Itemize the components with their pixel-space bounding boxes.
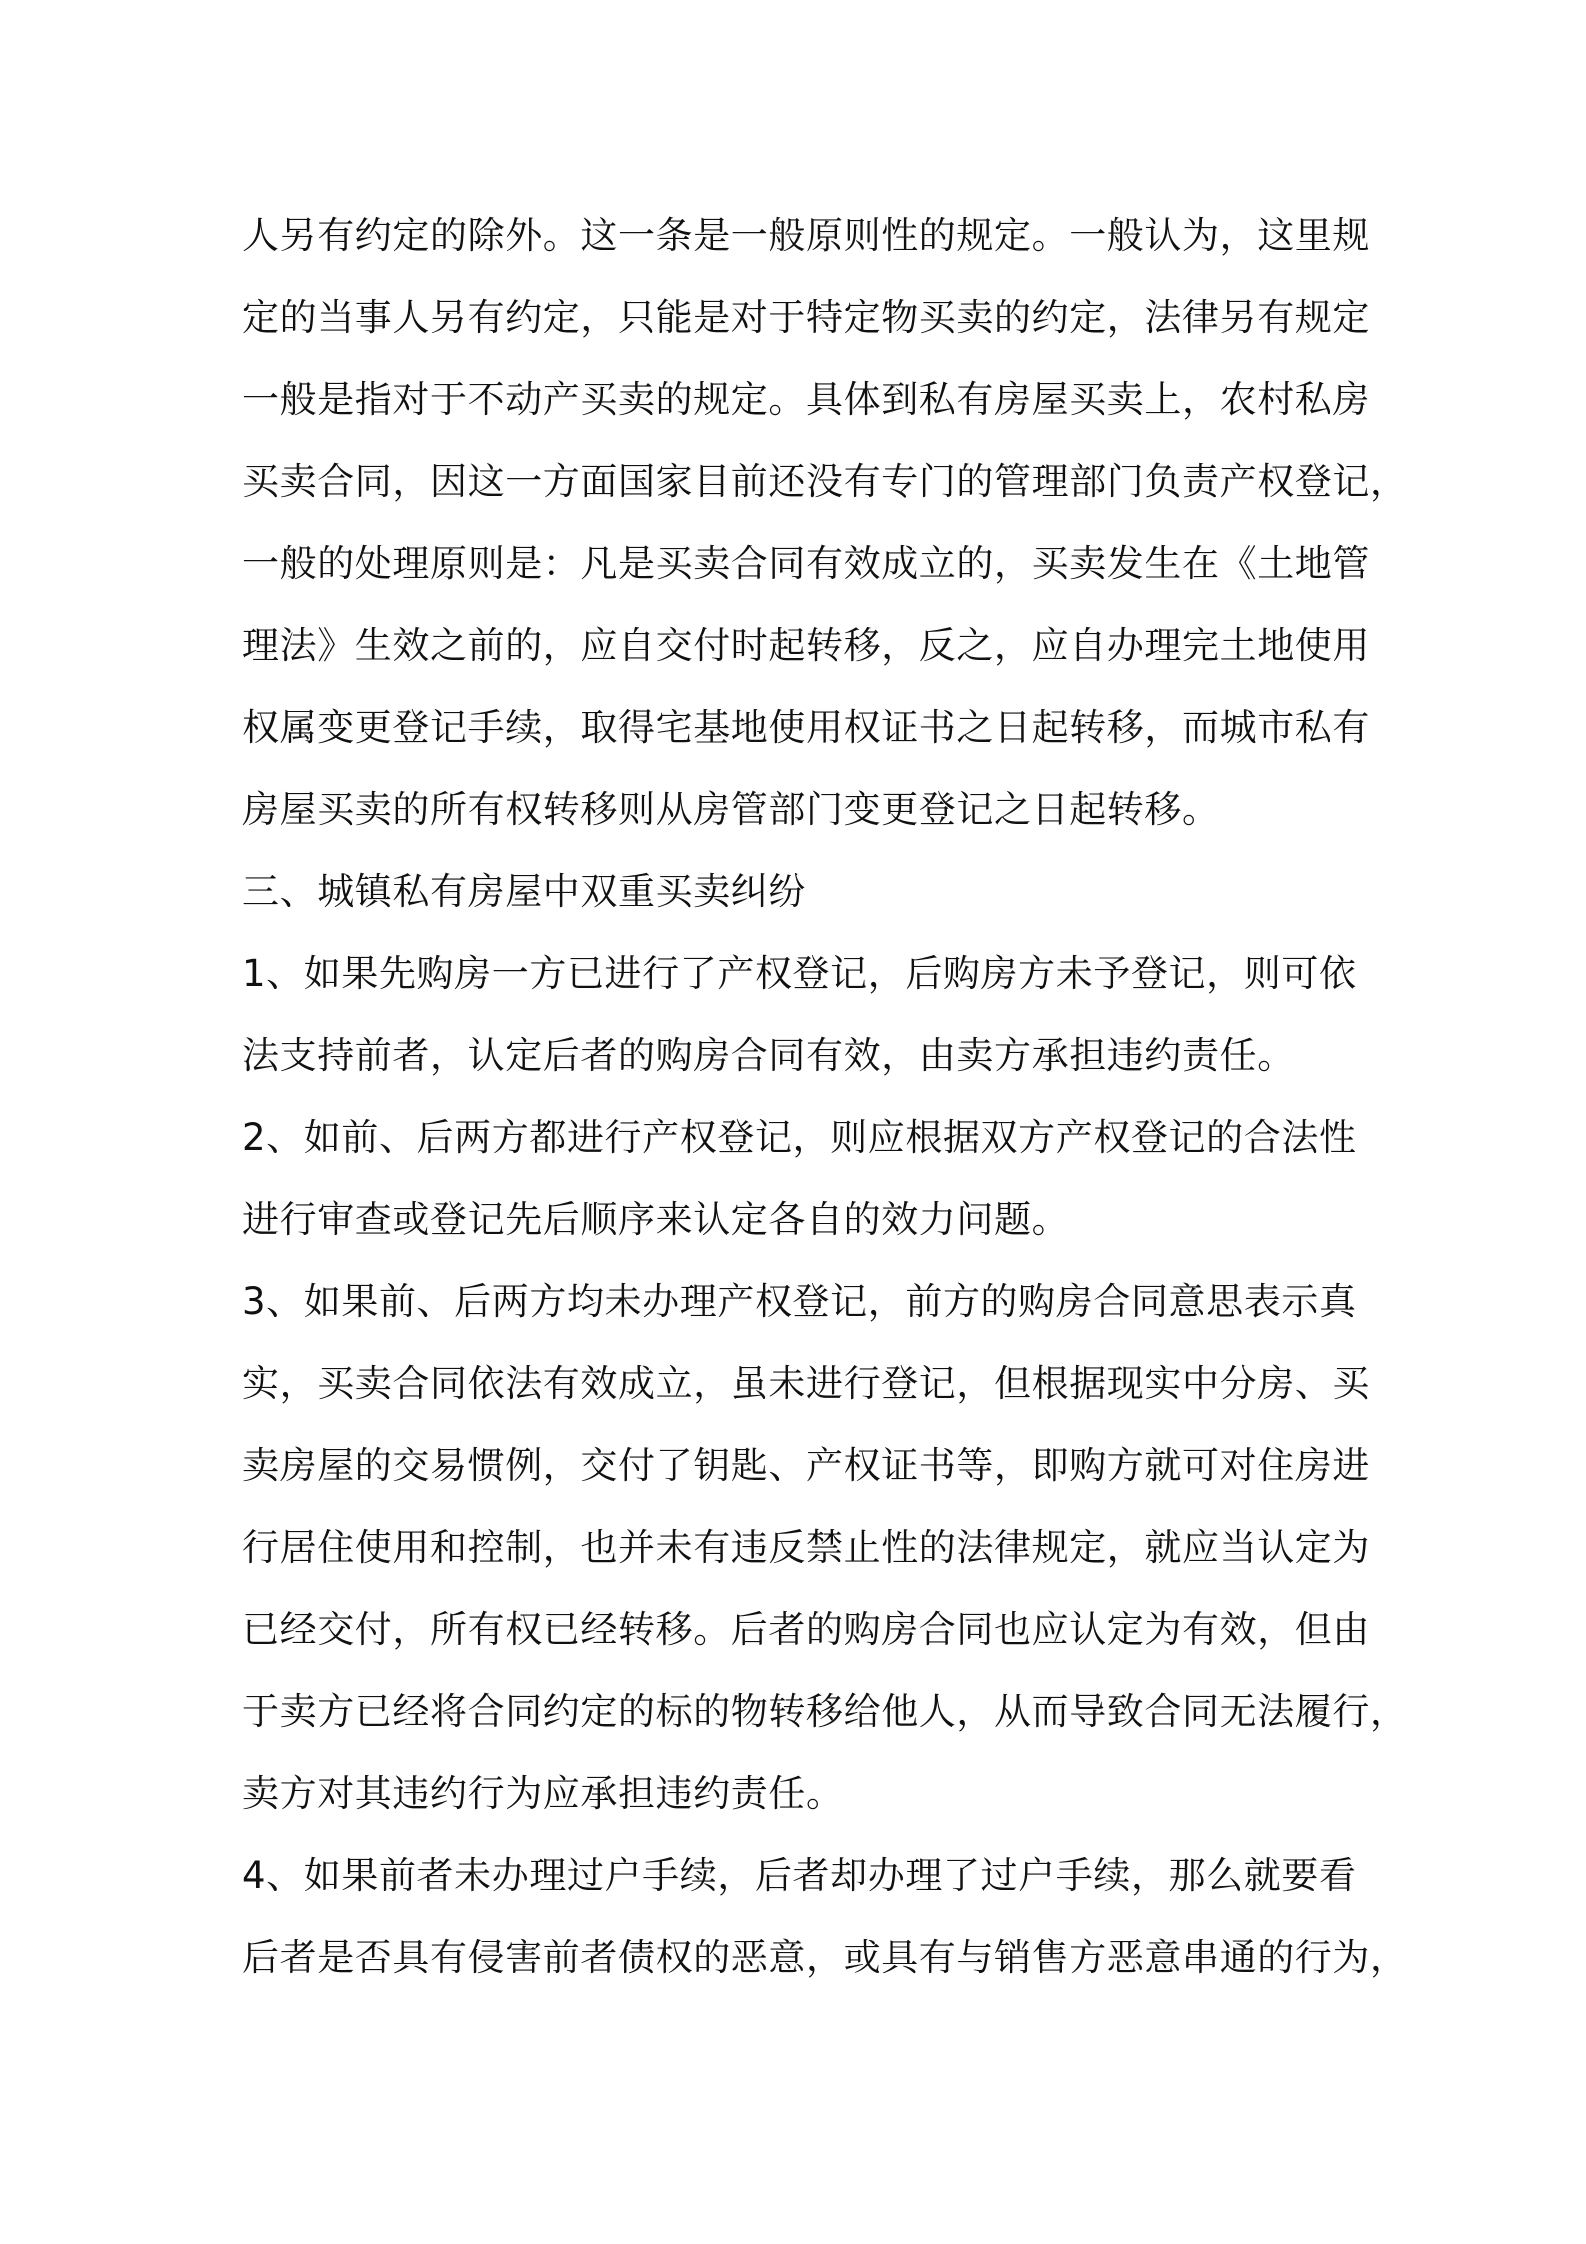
text-line: 后者是否具有侵害前者债权的恶意，或具有与销售方恶意串通的行为， [242, 1936, 1408, 1979]
text-line: 已经交付，所有权已经转移。后者的购房合同也应认定为有效，但由 [242, 1608, 1370, 1651]
text-line: 3、如果前、后两方均未办理产权登记，前方的购房合同意思表示真 [242, 1280, 1357, 1323]
text-line: 于卖方已经将合同约定的标的物转移给他人，从而导致合同无法履行， [242, 1690, 1408, 1733]
text-line: 权属变更登记手续，取得宅基地使用权证书之日起转移，而城市私有 [242, 706, 1370, 749]
text-line: 一般是指对于不动产买卖的规定。具体到私有房屋买卖上，农村私房 [242, 378, 1370, 421]
text-line: 卖方对其违约行为应承担违约责任。 [242, 1772, 844, 1815]
body-text [242, 195, 1408, 1999]
text-line: 理法》生效之前的，应自交付时起转移，反之，应自办理完土地使用 [242, 624, 1370, 667]
text-line: 行居住使用和控制，也并未有违反禁止性的法律规定，就应当认定为 [242, 1526, 1370, 1569]
text-line: 人另有约定的除外。这一条是一般原则性的规定。一般认为，这里规 [242, 214, 1370, 257]
text-line: 定的当事人另有约定，只能是对于特定物买卖的约定，法律另有规定 [242, 296, 1370, 339]
text-line: 1、如果先购房一方已进行了产权登记，后购房方未予登记，则可依 [242, 952, 1357, 995]
text-line: 买卖合同，因这一方面国家目前还没有专门的管理部门负责产权登记， [242, 460, 1408, 503]
text-line: 4、如果前者未办理过户手续，后者却办理了过户手续，那么就要看 [242, 1854, 1357, 1897]
text-line: 2、如前、后两方都进行产权登记，则应根据双方产权登记的合法性 [242, 1116, 1357, 1159]
text-line: 一般的处理原则是：凡是买卖合同有效成立的，买卖发生在《土地管 [242, 542, 1370, 585]
text-line: 进行审查或登记先后顺序来认定各自的效力问题。 [242, 1198, 1070, 1241]
text-line: 房屋买卖的所有权转移则从房管部门变更登记之日起转移。 [242, 788, 1220, 831]
section-heading: 三、城镇私有房屋中双重买卖纠纷 [242, 870, 806, 913]
text-line: 法支持前者，认定后者的购房合同有效，由卖方承担违约责任。 [242, 1034, 1295, 1077]
text-line: 卖房屋的交易惯例，交付了钥匙、产权证书等，即购方就可对住房进 [242, 1444, 1370, 1487]
text-line: 实，买卖合同依法有效成立，虽未进行登记，但根据现实中分房、买 [242, 1362, 1370, 1405]
